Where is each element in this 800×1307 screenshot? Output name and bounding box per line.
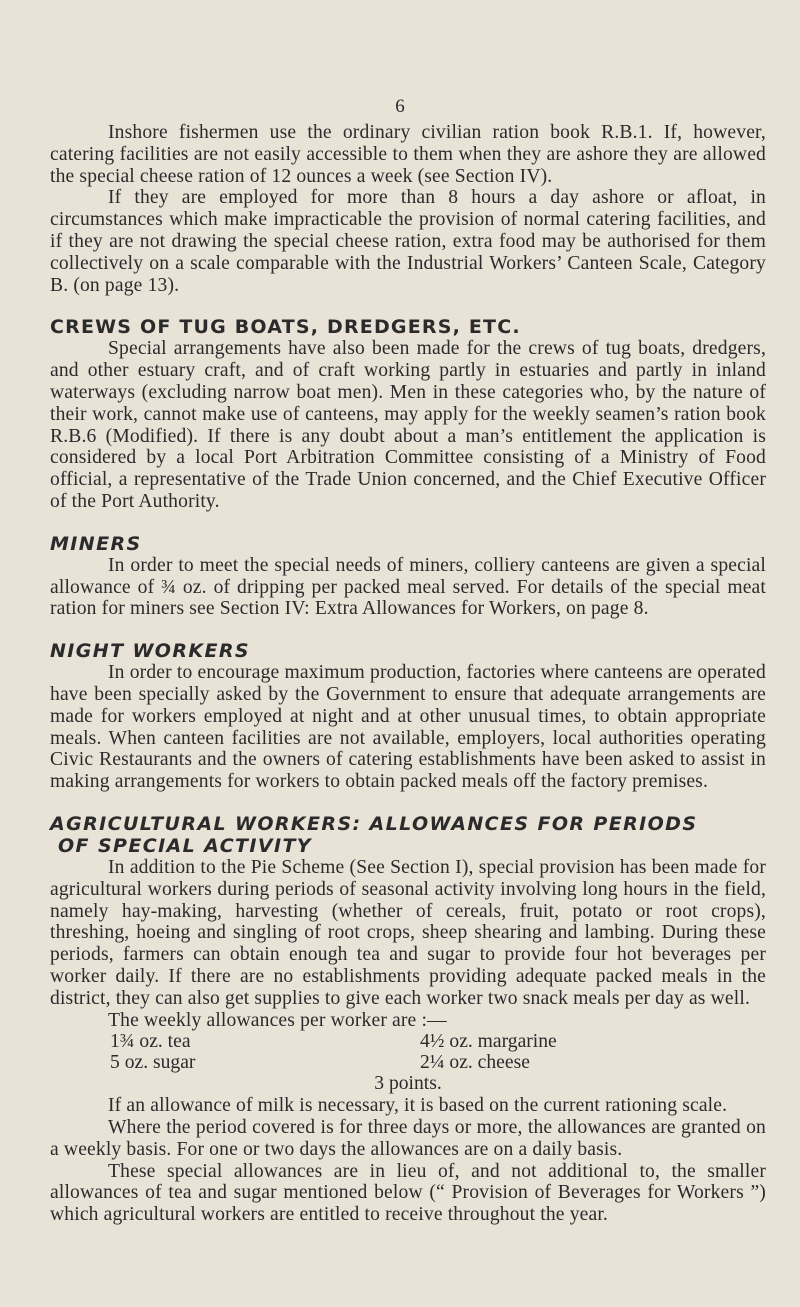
allowance-tea: 1¾ oz. tea: [110, 1031, 191, 1053]
agricultural-paragraph: In addition to the Pie Scheme (See Section I), special provision has been made for agricultural workers during periods of seasonal activity involving long hours in the field, namely hay-making, harvesting (whether of cereals, fruit, potato or root crops), threshing, hoeing and singling of root crops, sheep shearing and lambing. During these periods, farmers can obtain enough tea and sugar to provide four hot beverages per worker daily. If there are no establishments providing adequate packed meals in the district, they can also get supplies to give each worker two snack meals per day as well.: [50, 856, 766, 1009]
lieu-paragraph: These special allowances are in lieu of, and not additional to, the smaller allowances of tea and sugar mentioned below (“ Provision of Beverages for Workers ”) which agricultural workers are entitled to receive throughout the year.: [50, 1160, 766, 1226]
allowance-margarine: 4½ oz. margarine: [420, 1031, 557, 1053]
milk-paragraph: If an allowance of milk is necessary, it is based on the current rationing scale.: [108, 1095, 728, 1117]
page-content: [50, 122, 766, 1226]
agricultural-heading: [50, 813, 766, 857]
night-workers-paragraph: In order to encourage maximum production, factories where canteens are operated have been specially asked by the Government to ensure that adequate arrangements are made for workers employed at night and at other unusual times, to obtain appropriate meals. When canteen facilities are not available, employers, local authorities operating Civic Restaurants and the owners of catering establishments have been asked to assist in making arrangements for workers to obtain packed meals off the factory premises.: [50, 662, 766, 793]
miners-paragraph: In order to meet the special needs of miners, colliery canteens are given a special allowance of ¾ oz. of dripping per packed meal served. For details of the special meat ration for miners see Section IV: Extra Allowances for Workers, on page 8.: [50, 554, 766, 620]
allowance-sugar: 5 oz. sugar: [110, 1052, 196, 1074]
miners-heading: MINERS: [50, 532, 142, 555]
night-workers-heading: NIGHT WORKERS: [50, 640, 250, 663]
employed-paragraph: If they are employed for more than 8 hours a day ashore or afloat, in circumstances which make impracticable the provision of normal catering facilities, and if they are not drawing the special cheese ration, extra food may be authorised for them collectively on a scale comparable with the Industrial Workers’ Canteen Scale, Category B. (on page 13).: [50, 187, 766, 296]
agricultural-heading-line2: OF SPECIAL ACTIVITY: [58, 834, 312, 857]
inshore-paragraph: Inshore fishermen use the ordinary civilian ration book R.B.1. If, however, catering facilities are not easily accessible to them when they are ashore they are allowed the special cheese ration of 12 ounces a week (see Section IV).: [50, 122, 766, 187]
allowances-table: [50, 1031, 766, 1073]
agricultural-heading-line1: AGRICULTURAL WORKERS: ALLOWANCES FOR PERIODS: [50, 812, 698, 835]
crews-heading: CREWS OF TUG BOATS, DREDGERS, ETC.: [50, 316, 521, 339]
page-number: 6: [395, 96, 405, 117]
crews-paragraph: Special arrangements have also been made for the crews of tug boats, dredgers, and other estuary craft, and of craft working partly in estuaries and partly in inland waterways (excluding narrow boat men). Men in these categories who, by the nature of their work, cannot make use of canteens, may apply for the weekly seamen’s ration book R.B.6 (Modified). If there is any doubt about a man’s entitlement the application is considered by a local Port Arbitration Committee consisting of a Ministry of Food official, a representative of the Trade Union concerned, and the Chief Executive Officer of the Port Authority.: [50, 338, 766, 512]
allowance-cheese: 2¼ oz. cheese: [420, 1052, 530, 1074]
allowance-points: 3 points.: [374, 1073, 442, 1095]
weekly-allowances-intro: The weekly allowances per worker are :—: [108, 1009, 447, 1031]
period-paragraph: Where the period covered is for three days or more, the allowances are granted on a weekly basis. For one or two days the allowances are on a daily basis.: [50, 1117, 766, 1160]
